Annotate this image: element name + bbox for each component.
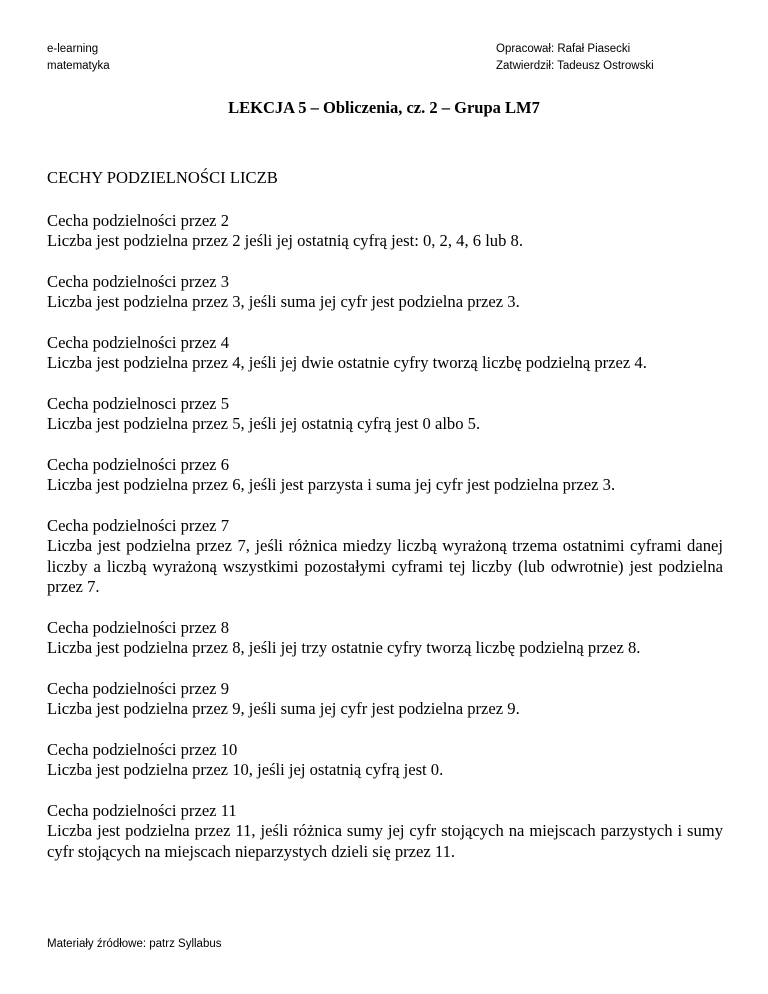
rule-text: Liczba jest podzielna przez 11, jeśli różnica sumy jej cyfr stojących na miejscach parzystych i sumy cyfr stojących na miejscach nieparzystych dzieli się przez 11. [47,821,723,861]
rule-item [47,516,723,598]
rule-name: Cecha podzielności przez 8 [47,617,229,637]
rule-text: Liczba jest podzielna przez 8, jeśli jej trzy ostatnie cyfry tworzą liczbę podzielną przez 8. [47,638,641,657]
rule-item [47,211,723,252]
rule-text: Liczba jest podzielna przez 9, jeśli suma jej cyfr jest podzielna przez 9. [47,699,520,718]
rule-name: Cecha podzielności przez 6 [47,454,229,474]
rule-item [47,272,723,313]
header-approver: Zatwierdził: Tadeusz Ostrowski [496,60,654,72]
header-subject: matematyka [47,60,110,72]
rule-text: Liczba jest podzielna przez 2 jeśli jej ostatnią cyfrą jest: 0, 2, 4, 6 lub 8. [47,231,523,250]
rule-item [47,394,723,435]
rule-text: Liczba jest podzielna przez 7, jeśli różnica miedzy liczbą wyrażoną trzema ostatnimi cyframi danej liczby a liczbą wyrażoną wszystkimi pozostałymi cyframi tej liczby (lub odwrotnie) jest podzielna przez 7. [47,536,723,596]
rule-item [47,333,723,374]
rule-item [47,679,723,720]
rule-name: Cecha podzielności przez 9 [47,678,229,698]
header-course: e-learning [47,43,99,55]
rule-name: Cecha podzielności przez 4 [47,332,229,352]
rule-name: Cecha podzielności przez 10 [47,739,238,759]
rule-name: Cecha podzielności przez 7 [47,515,229,535]
rule-name: Cecha podzielności przez 2 [47,210,229,230]
rule-name: Cecha podzielności przez 11 [47,800,237,820]
rule-item [47,618,723,659]
rule-name: Cecha podzielności przez 3 [47,271,229,291]
document-body [47,168,723,882]
header-left [47,41,110,75]
header-author: Opracował: Rafał Piasecki [496,43,631,55]
rule-text: Liczba jest podzielna przez 10, jeśli jej ostatnią cyfrą jest 0. [47,760,444,779]
footer-note: Materiały źródłowe: patrz Syllabus [47,938,222,950]
rule-text: Liczba jest podzielna przez 3, jeśli suma jej cyfr jest podzielna przez 3. [47,292,520,311]
rule-text: Liczba jest podzielna przez 4, jeśli jej dwie ostatnie cyfry tworzą liczbę podzielną przez 4. [47,353,647,372]
rule-item [47,740,723,781]
rule-name: Cecha podzielnosci przez 5 [47,393,229,413]
page-title: LEKCJA 5 – Obliczenia, cz. 2 – Grupa LM7 [228,98,540,117]
section-title: CECHY PODZIELNOŚCI LICZB [47,168,278,187]
rule-text: Liczba jest podzielna przez 5, jeśli jej ostatnią cyfrą jest 0 albo 5. [47,414,481,433]
rule-text: Liczba jest podzielna przez 6, jeśli jest parzysta i suma jej cyfr jest podzielna przez 3. [47,475,616,494]
header-right [496,41,654,75]
rule-item [47,801,723,863]
rule-item [47,455,723,496]
